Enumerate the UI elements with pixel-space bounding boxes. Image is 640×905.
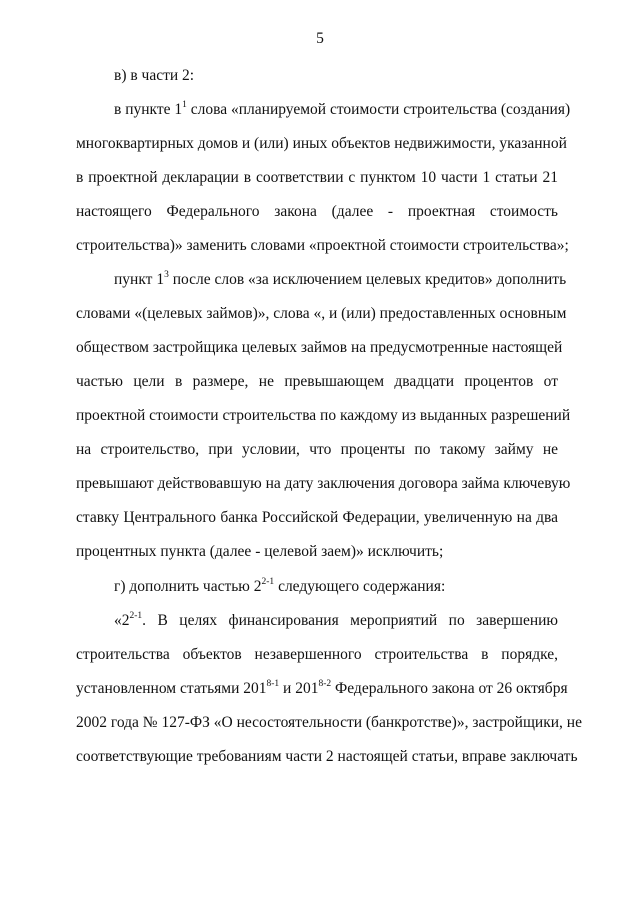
text-line (114, 99, 571, 120)
text-line (76, 406, 571, 426)
text-line (76, 678, 568, 699)
text-segment: в) в части 2: (114, 67, 195, 84)
text-segment: Федерального закона от 26 октября (331, 680, 568, 697)
text-line (114, 577, 558, 597)
text-segment: на строительство, при условии, что проценты по такому займу не (76, 441, 558, 458)
text-segment: следующего содержания: (274, 578, 446, 595)
text-line (76, 747, 578, 767)
text-segment: строительства объектов незавершенного строительства в порядке, (76, 646, 558, 663)
text-line (76, 508, 558, 528)
superscript: 8-1 (266, 678, 280, 689)
text-segment: «2 (114, 612, 130, 629)
text-segment: словами «(целевых займов)», слова «, и (или) предоставленных основным (76, 305, 567, 322)
text-line (114, 66, 558, 86)
text-line (76, 474, 571, 494)
text-line (76, 645, 558, 665)
text-segment: строительства)» заменить словами «проектной стоимости строительства»; (76, 237, 569, 254)
text-segment: обществом застройщика целевых займов на предусмотренные настоящей (76, 339, 563, 356)
text-segment: превышают действовавшую на дату заключения договора займа ключевую (76, 475, 571, 492)
text-segment: ставку Центрального банка Российской Федерации, увеличенную на два (76, 509, 558, 526)
superscript: 1 (182, 99, 187, 110)
text-line (76, 338, 563, 358)
text-segment: 2002 года № 127-ФЗ «О несостоятельности (банкротстве)», застройщики, не (76, 714, 582, 731)
text-line (76, 440, 558, 460)
text-segment: слова «планируемой стоимости строительства (создания) (186, 101, 571, 118)
text-segment: и 201 (279, 680, 319, 697)
text-segment: . В целях финансирования мероприятий по завершению (142, 612, 558, 629)
text-line (76, 168, 558, 188)
text-line (76, 713, 582, 733)
text-segment: соответствующие требованиям части 2 настоящей статьи, вправе заключать (76, 748, 578, 765)
text-segment: частью цели в размере, не превышающем двадцати процентов от (76, 373, 558, 390)
text-line (76, 236, 569, 256)
superscript: 2-1 (129, 610, 143, 621)
text-segment: настоящего Федерального закона (далее - проектная стоимость (76, 203, 558, 220)
text-segment: после слов «за исключением целевых кредитов» дополнить (168, 271, 567, 288)
superscript: 2-1 (261, 576, 275, 587)
text-line (114, 269, 567, 290)
text-segment: многоквартирных домов и (или) иных объектов недвижимости, указанной (76, 135, 567, 152)
text-line (76, 304, 567, 324)
text-segment: пункт 1 (114, 271, 165, 288)
text-segment: в пункте 1 (114, 101, 183, 118)
text-segment: установленном статьями 201 (76, 680, 267, 697)
text-line (76, 372, 558, 392)
text-segment: процентных пункта (далее - целевой заем)» исключить; (76, 543, 444, 560)
text-line (76, 202, 558, 222)
text-line (76, 542, 558, 562)
text-line (76, 134, 567, 154)
text-segment: в проектной декларации в соответствии с пунктом 10 части 1 статьи 21 (76, 169, 558, 186)
text-line (114, 611, 558, 631)
text-segment: проектной стоимости строительства по каждому из выданных разрешений (76, 407, 571, 424)
page-number: 5 (316, 30, 324, 47)
superscript: 3 (164, 269, 169, 280)
text-segment: г) дополнить частью 2 (114, 578, 262, 595)
superscript: 8-2 (318, 678, 332, 689)
